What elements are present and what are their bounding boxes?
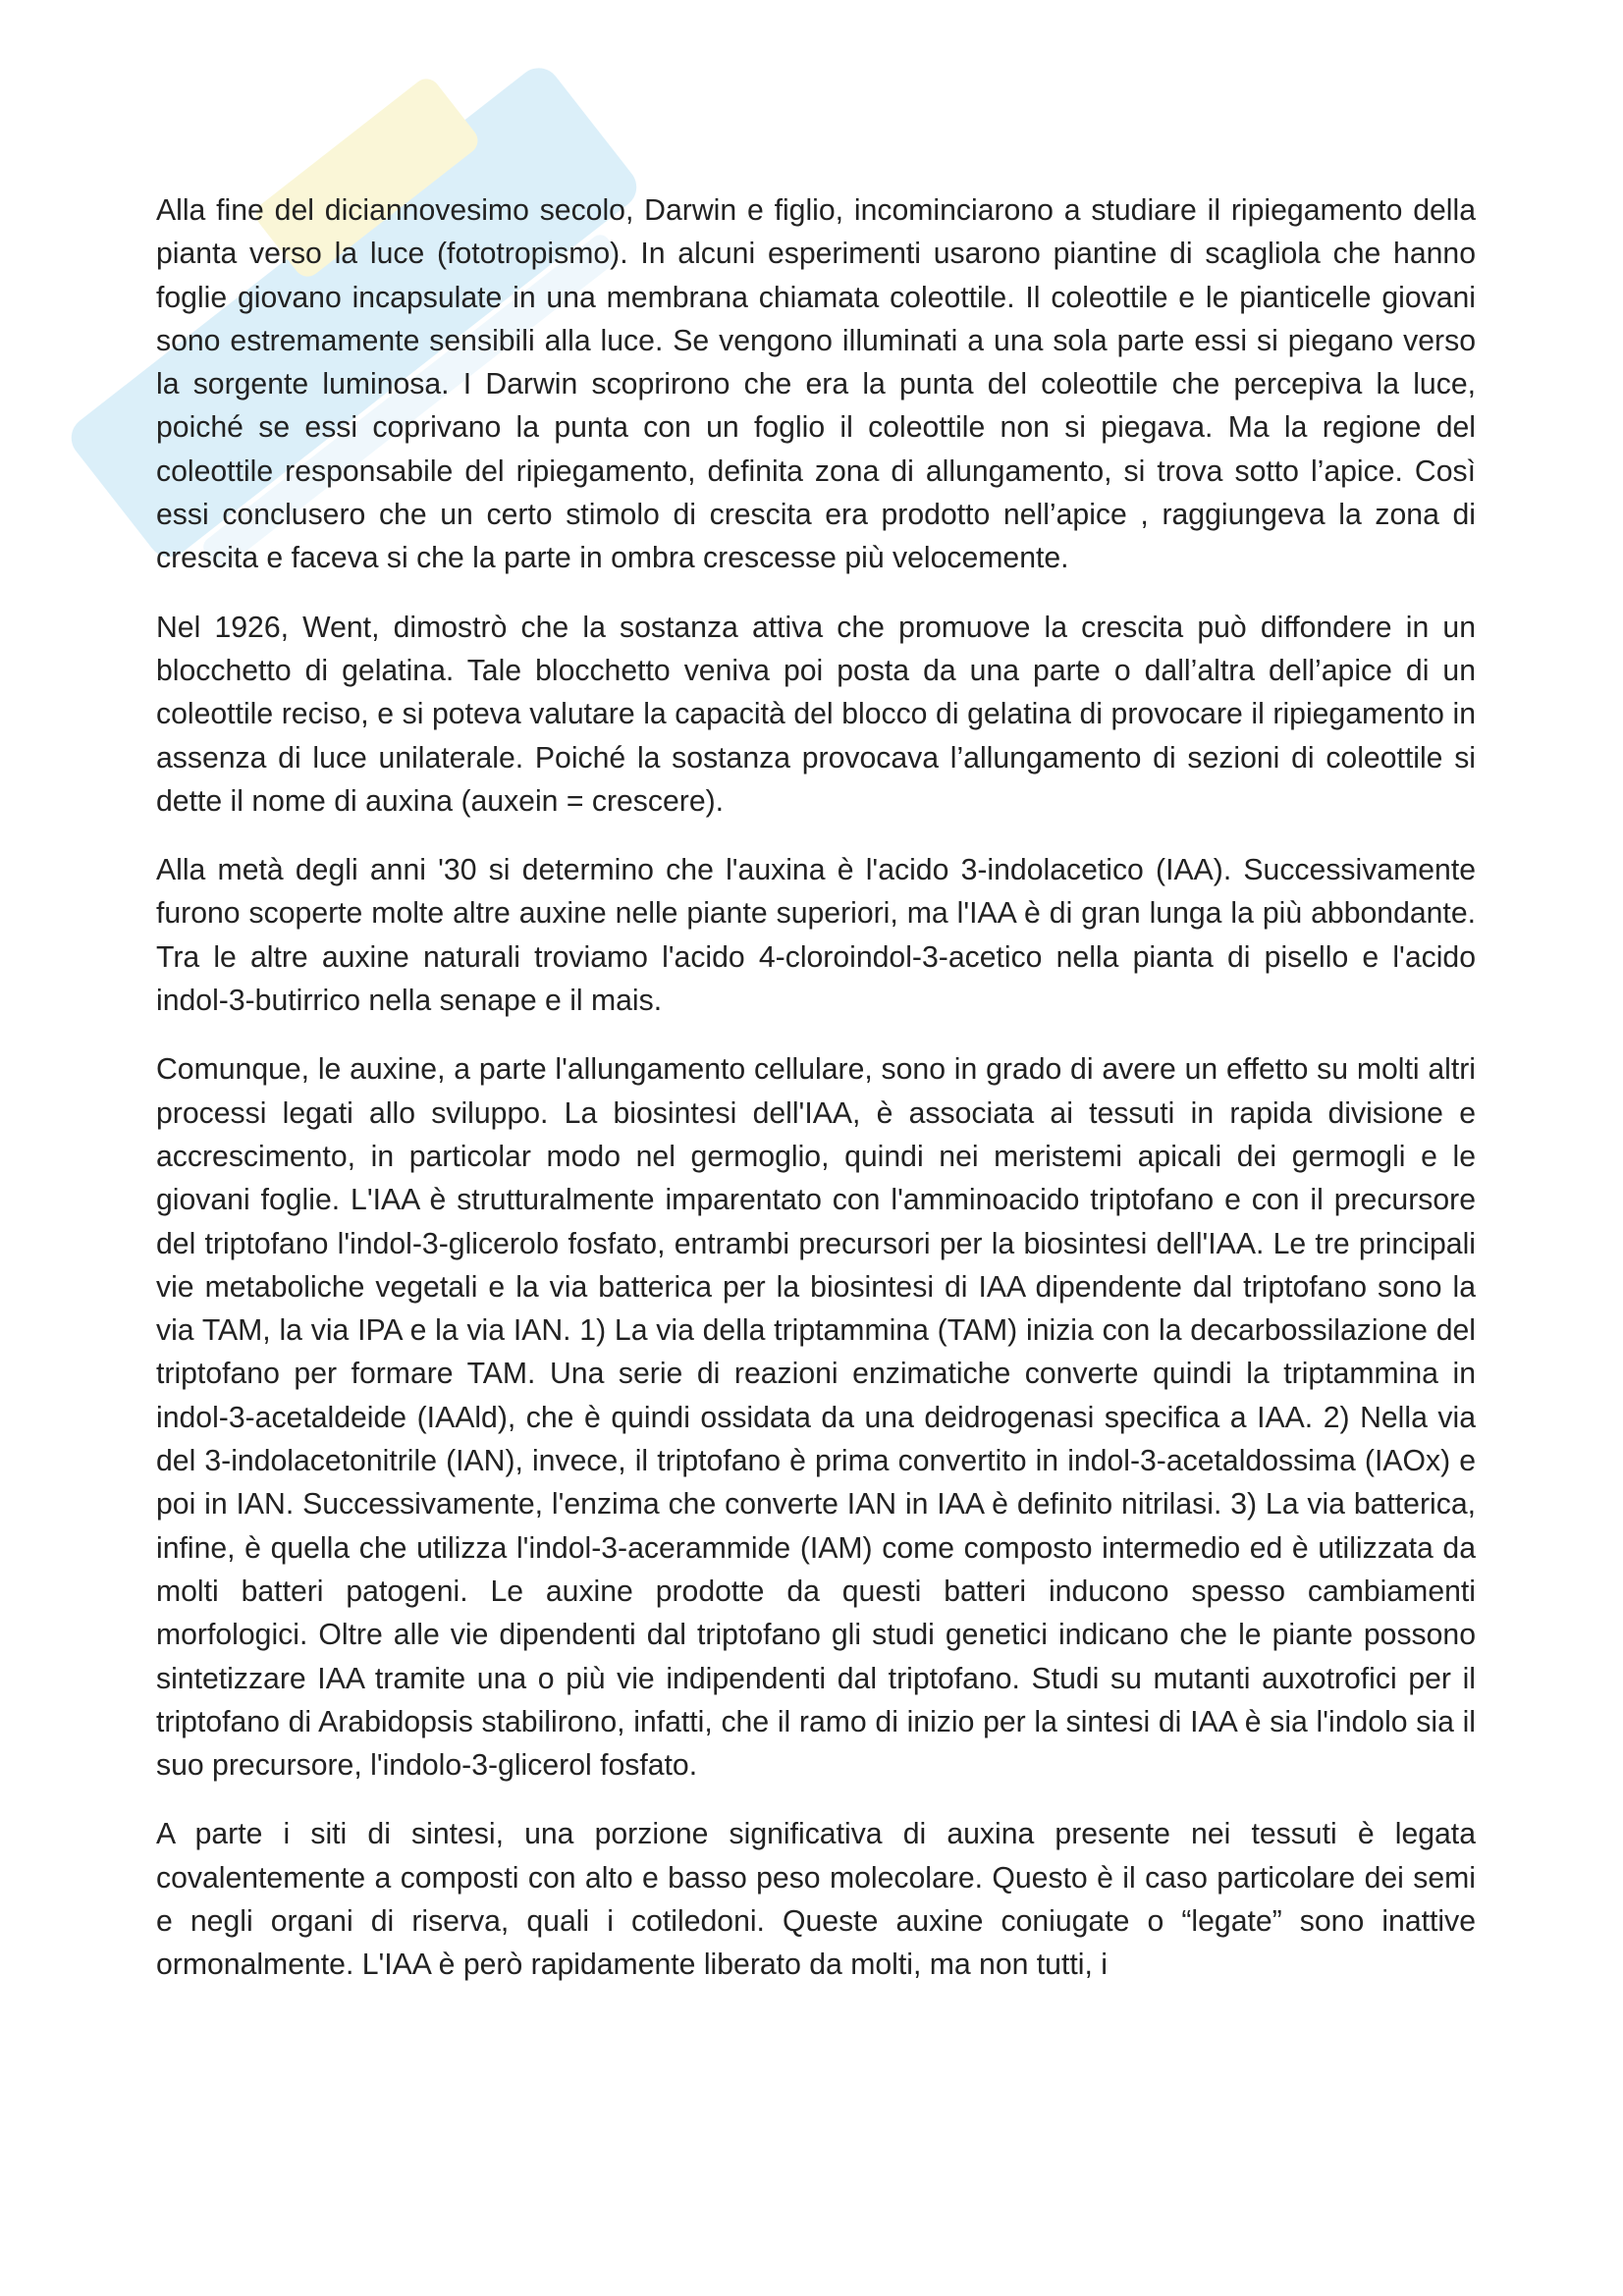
paragraph-went: Nel 1926, Went, dimostrò che la sostanza attiva che promuove la crescita può diffondere in un blocchetto di gelatina. Tale blocchetto veniva poi posta da una parte o dall’altra dell’apice di un coleottile reciso, e si poteva valutare la capacità del blocco di gelatina di provocare il ripiegamento in assenza di luce unilaterale. Poiché la sostanza provocava l’allungamento di sezioni di coleottile si dette il nome di auxina (auxein = crescere). [156, 611, 1476, 818]
paragraph-conjugated-auxins: A parte i siti di sintesi, una porzione significativa di auxina presente nei tessuti è legata covalentemente a composti con alto e basso peso molecolare. Questo è il caso particolare dei semi e negli organi di riserva, quali i cotiledoni. Queste auxine coniugate o “legate” sono inattive ormonalmente. L'IAA è però rapidamente liberato da molti, ma non tutti, i [156, 1818, 1476, 1982]
paragraph-darwin: Alla fine del diciannovesimo secolo, Darwin e figlio, incominciarono a studiare il ripiegamento della pianta verso la luce (fototropismo). In alcuni esperimenti usarono piantine di scagliola che hanno foglie giovano incapsulate in una membrana chiamata coleottile. Il coleottile e le pianticelle giovani sono estremamente sensibili alla luce. Se vengono illuminati a una sola parte essi si piegano verso la sorgente luminosa. I Darwin scoprirono che era la punta del coleottile che percepiva la luce, poiché se essi coprivano la punta con un foglio il coleottile non si piegava. Ma la regione del coleottile responsabile del ripiegamento, definita zona di allungamento, si trova sotto l’apice. Così essi conclusero che un certo stimolo di crescita era prodotto nell’apice , raggiungeva la zona di crescita e faceva si che la parte in ombra crescesse più velocemente. [156, 194, 1476, 575]
paragraph-iaa-biosynthesis: Comunque, le auxine, a parte l'allungamento cellulare, sono in grado di avere un effetto su molti altri processi legati allo sviluppo. La biosintesi dell'IAA, è associata ai tessuti in rapida divisione e accrescimento, in particolar modo nel germoglio, quindi nei meristemi apicali dei germogli e le giovani foglie. L'IAA è strutturalmente imparentato con l'amminoacido triptofano e con il precursore del triptofano l'indol-3-glicerolo fosfato, entrambi precursori per la biosintesi dell'IAA. Le tre principali vie metaboliche vegetali e la via batterica per la biosintesi di IAA dipendente dal triptofano sono la via TAM, la via IPA e la via IAN. 1) La via della triptammina (TAM) inizia con la decarbossilazione del triptofano per formare TAM. Una serie di reazioni enzimatiche converte quindi la triptammina in indol-3-acetaldeide (IAAld), che è quindi ossidata da una deidrogenasi specifica a IAA. 2) Nella via del 3-indolacetonitrile (IAN), invece, il triptofano è prima convertito in indol-3-acetaldossima (IAOx) e poi in IAN. Successivamente, l'enzima che converte IAN in IAA è definito nitrilasi. 3) La via batterica, infine, è quella che utilizza l'indol-3-acerammide (IAM) come composto intermedio ed è utilizzata da molti batteri patogeni. Le auxine prodotte da questi batteri inducono spesso cambiamenti morfologici. Oltre alle vie dipendenti dal triptofano gli studi genetici indicano che le piante possono sintetizzare IAA tramite una o più vie indipendenti dal triptofano. Studi su mutanti auxotrofici per il triptofano di Arabidopsis stabilirono, infatti, che il ramo di inizio per la sintesi di IAA è sia l'indolo sia il suo precursore, l'indolo-3-glicerol fosfato. [156, 1053, 1476, 1783]
document-body [156, 189, 1476, 2013]
paragraph-iaa-discovery: Alla metà degli anni '30 si determino che l'auxina è l'acido 3-indolacetico (IAA). Successivamente furono scoperte molte altre auxine nelle piante superiori, ma l'IAA è di gran lunga la più abbondante. Tra le altre auxine naturali troviamo l'acido 4-cloroindol-3-acetico nella pianta di pisello e l'acido indol-3-butirrico nella senape e il mais. [156, 854, 1476, 1018]
